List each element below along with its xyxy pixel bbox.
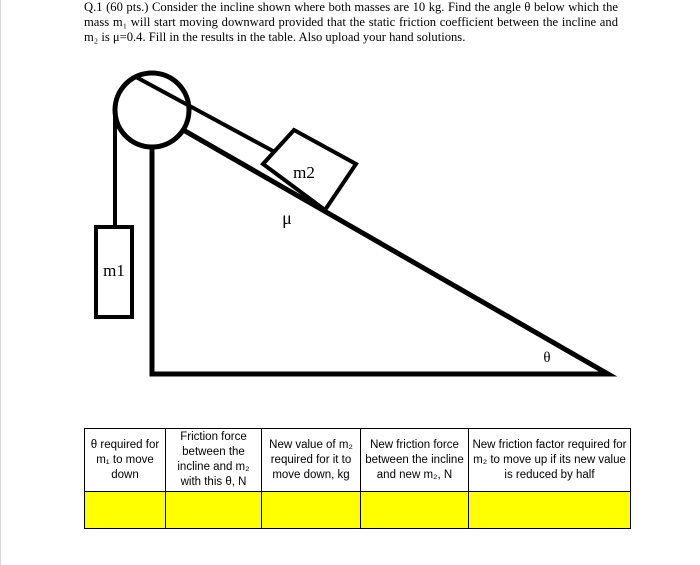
answer-cell-new-friction-factor[interactable] <box>469 492 631 529</box>
results-header-row <box>85 429 631 492</box>
results-answer-row <box>85 492 631 529</box>
answer-cell-friction-force[interactable] <box>166 492 262 529</box>
mass-m2-label: m2 <box>293 163 315 182</box>
header-theta-required: θ required for m₁ to move down <box>85 429 166 492</box>
friction-coefficient-label: μ <box>282 208 292 228</box>
answer-cell-new-friction-force[interactable] <box>361 492 469 529</box>
header-new-m2-value: New value of m₂ required for it to move down, kg <box>262 429 361 492</box>
question-text: Q.1 (60 pts.) Consider the incline shown where both masses are 10 kg. Find the angle θ below which the mass m₁ will start moving downward provided that the static friction coefficient between the incline and m₂ is μ=0.4. Fill in the results in the table. Also upload your hand solutions. <box>84 0 618 44</box>
answer-cell-new-m2[interactable] <box>262 492 361 529</box>
incline-triangle <box>152 112 608 374</box>
results-table <box>84 428 631 529</box>
header-new-friction-factor: New friction factor required for m₂ to move up if its new value is reduced by half <box>469 429 631 492</box>
answer-cell-theta[interactable] <box>85 492 166 529</box>
mass-m1-label: m1 <box>103 261 125 280</box>
angle-label: θ <box>543 350 551 366</box>
header-new-friction-force: New friction force between the incline and new m₂, N <box>361 429 469 492</box>
header-friction-force: Friction force between the incline and m₂ with this θ, N <box>166 429 262 492</box>
